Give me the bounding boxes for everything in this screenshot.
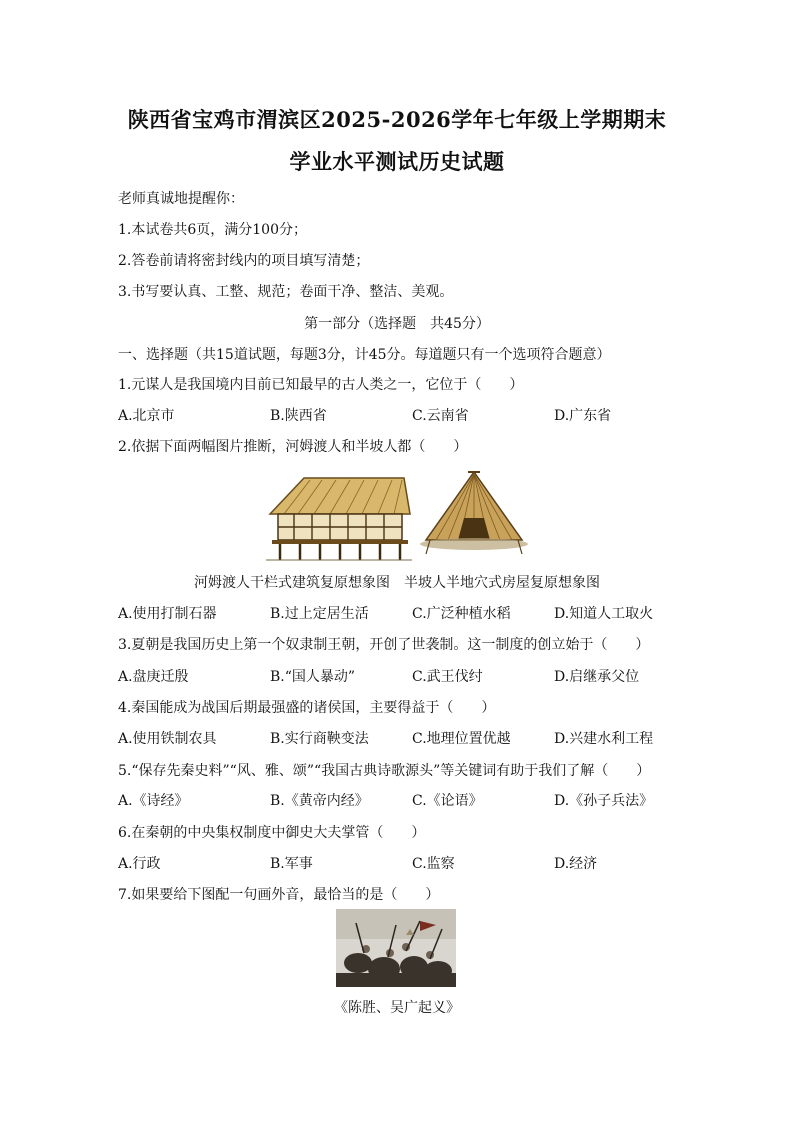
option-a: A.《诗经》: [118, 793, 189, 809]
option-c: C.广泛种植水稻: [412, 606, 511, 622]
option-d: D.广东省: [554, 408, 612, 424]
option-d: D.兴建水利工程: [554, 731, 654, 747]
section-heading: 一、选择题（共15道试题，每题3分，计45分。每道题只有一个选项符合题意）: [118, 347, 611, 363]
option-c: C.地理位置优越: [412, 731, 511, 747]
exam-title-line1: 陕西省宝鸡市渭滨区2025-2026学年七年级上学期期末: [127, 107, 667, 132]
option-d: D.启继承父位: [554, 669, 640, 685]
option-a: A.使用打制石器: [118, 606, 217, 622]
exam-title-line2: 学业水平测试历史试题: [289, 149, 505, 174]
option-b: B.军事: [270, 856, 313, 872]
banpo-pit-house-image: [418, 468, 530, 562]
question-stem: 6.在秦朝的中央集权制度中御史大夫掌管（ ）: [118, 825, 426, 841]
question-stem: 4.秦国能成为战国后期最强盛的诸侯国，主要得益于（ ）: [118, 700, 496, 716]
option-a: A.使用铁制农具: [118, 731, 217, 747]
option-d: D.《孙子兵法》: [554, 793, 654, 809]
question-stem: 2.依据下面两幅图片推断，河姆渡人和半坡人都（ ）: [118, 439, 468, 455]
option-b: B.“国人暴动”: [270, 669, 356, 685]
question-stem: 1.元谋人是我国境内目前已知最早的古人类之一，它位于（ ）: [118, 377, 524, 393]
option-b: B.陕西省: [270, 408, 327, 424]
part1-heading: 第一部分（选择题 共45分）: [304, 316, 490, 332]
notice-item: 2.答卷前请将密封线内的项目填写清楚；: [118, 253, 370, 269]
notice-heading: 老师真诚地提醒你：: [118, 191, 244, 207]
option-b: B.实行商鞅变法: [270, 731, 369, 747]
option-a: A.行政: [118, 856, 161, 872]
question-stem: 3.夏朝是我国历史上第一个奴隶制王朝，开创了世袭制。这一制度的创立始于（ ）: [118, 637, 650, 653]
option-d: D.经济: [554, 856, 598, 872]
notice-item: 3.书写要认真、工整、规范；卷面干净、整洁、美观。: [118, 284, 454, 300]
option-b: B.过上定居生活: [270, 606, 369, 622]
option-c: C.监察: [412, 856, 455, 872]
option-c: C.武王伐纣: [412, 669, 483, 685]
notice-item: 1.本试卷共6页，满分100分；: [118, 222, 307, 238]
hemudu-stilt-house-image: [264, 474, 414, 562]
question-stem: 7.如果要给下图配一句画外音，最恰当的是（ ）: [118, 887, 440, 903]
option-c: C.《论语》: [412, 793, 483, 809]
figure-caption: 河姆渡人干栏式建筑复原想象图 半坡人半地穴式房屋复原想象图: [194, 575, 600, 591]
option-b: B.《黄帝内经》: [270, 793, 369, 809]
option-c: C.云南省: [412, 408, 469, 424]
option-a: A.盘庚迁殷: [118, 669, 189, 685]
uprising-painting-image: [336, 909, 456, 987]
question-stem: 5.“保存先秦史料”“风、雅、颂”“我国古典诗歌源头”等关键词有助于我们了解（ ）: [118, 763, 651, 779]
option-d: D.知道人工取火: [554, 606, 654, 622]
option-a: A.北京市: [118, 408, 175, 424]
figure-caption: 《陈胜、吴广起义》: [334, 1000, 460, 1016]
